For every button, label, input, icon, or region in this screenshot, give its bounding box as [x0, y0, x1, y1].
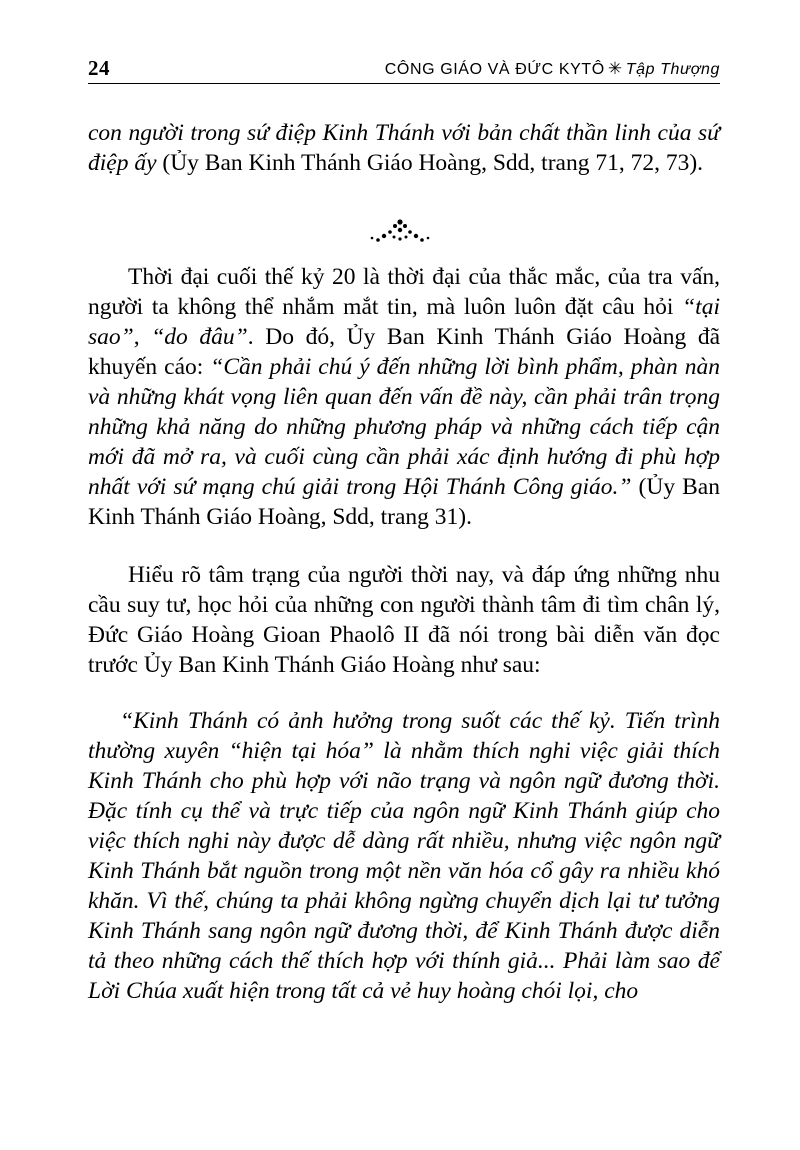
floral-ornament-icon — [360, 216, 440, 246]
paragraph-era-questions — [88, 262, 720, 532]
quoted-from-where: “do đâu” — [151, 324, 248, 350]
paragraph-continuation — [88, 118, 720, 178]
running-title — [385, 59, 720, 79]
citation: (Ủy Ban Kinh Thánh Giáo Hoàng, Sdd, trang 71, 72, 73). — [156, 150, 704, 176]
citation: (Ủy Ban Kinh Thánh Giáo Hoàng, Sdd, trang 31). — [88, 474, 720, 530]
paragraph-pope-address: Hiểu rõ tâm trạng của người thời nay, và đáp ứng những nhu cầu suy tư, học hỏi của những con người thành tâm đi tìm chân lý, Đức Giáo Hoàng Gioan Phaolô II đã nói trong bài diễn văn đọc trước Ủy Ban Kinh Thánh Giáo Hoàng như sau: — [88, 562, 720, 678]
commission-quote: “Cần phải chú ý đến những lời bình phẩm, phàn nàn và những khát vọng liên quan đến vấn đề này, cần phải trân trọng những khả năng do những phương pháp và những cách tiếp cận mới đã mở ra, và cuối cùng cần phải xác định hướng đi phù hợp nhất với sứ mạng chú giải trong Hội Thánh Công giáo.” — [88, 354, 720, 500]
paragraph-intro: Thời đại cuối thế kỷ 20 là thời đại của thắc mắc, của tra vấn, người ta không thể nhắm mắt tin, mà luôn luôn đặt câu hỏi — [88, 264, 720, 320]
book-title: CÔNG GIÁO VÀ ĐỨC KYTÔ — [384, 61, 605, 78]
header-rule — [88, 83, 720, 84]
comma-separator: , — [133, 324, 152, 350]
page-header — [88, 52, 720, 84]
page-number: 24 — [88, 56, 110, 80]
pope-quote-text: “Kinh Thánh có ảnh hưởng trong suốt các thế kỷ. Tiến trình thường xuyên “hiện tại hóa” là nhằm thích nghi việc giải thích Kinh Thánh cho phù hợp với não trạng và ngôn ngữ đương thời. Đặc tính cụ thể và trực tiếp của ngôn ngữ Kinh Thánh giúp cho việc thích nghi này được dễ dàng rất nhiều, nhưng việc ngôn ngữ Kinh Thánh bắt nguồn trong một nền văn hóa cổ gây ra nhiều khó khăn. Vì thế, chúng ta phải không ngừng chuyển dịch lại tư tưởng Kinh Thánh sang ngôn ngữ đương thời, để Kinh Thánh được diễn tả theo những cách thế thích hợp với thính giả... Phải làm sao để Lời Chúa xuất hiện trong tất cả vẻ huy hoàng chói lọi, cho — [88, 708, 720, 1004]
volume-label: Tập Thượng — [625, 61, 720, 78]
quoted-why: “tại sao” — [88, 294, 720, 350]
paragraph-middle: . Do đó, Ủy Ban Kinh Thánh Giáo Hoàng đã khuyến cáo: — [88, 324, 721, 380]
continuation-italic-text: con người trong sứ điệp Kinh Thánh với bản chất thần linh của sứ điệp ấy — [88, 120, 720, 176]
paragraph-pope-quote — [88, 706, 720, 1006]
asterisk-flower-icon: ✳ — [607, 59, 623, 78]
